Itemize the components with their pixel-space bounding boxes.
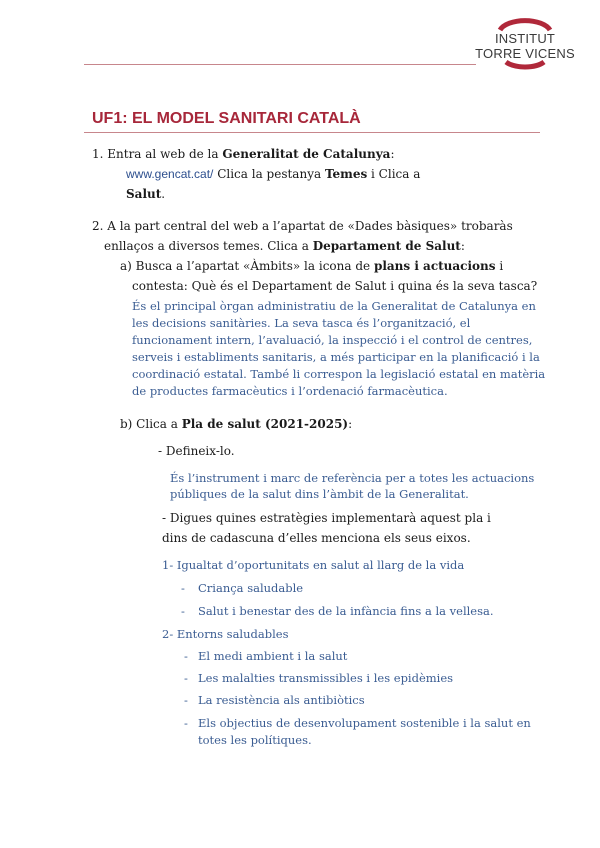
answer-define-line: públiques de la salut dins l’àmbit de la Generalitat. — [170, 487, 469, 501]
header-divider — [84, 64, 476, 65]
answer-2a-line: de productes farmacèutics i l’ordenació farmacèutica. — [132, 384, 448, 398]
answer-2a-line: serveis i establiments sanitaris, a més participar en la planificació i la — [132, 350, 540, 364]
item-2-line-2: enllaços a diversos temes. Clica a Departament de Salut: — [104, 239, 465, 253]
strategy-2-axis: El medi ambient i la salut — [198, 649, 348, 663]
answer-define-line: És l’instrument i marc de referència per a totes les actuacions — [170, 471, 535, 485]
strategy-1-axis: Criança saludable — [198, 581, 304, 595]
bullet-dash: - — [181, 604, 185, 618]
item-2b-line-1: b) Clica a Pla de salut (2021-2025): — [120, 417, 353, 431]
question-define: - Defineix-lo. — [158, 444, 235, 458]
item-2a-line-2: contesta: Què és el Departament de Salut i quina és la seva tasca? — [132, 279, 538, 293]
title-divider — [84, 132, 540, 133]
strategy-2-axis: Les malalties transmissibles i les epidèmies — [198, 671, 454, 685]
answer-2a-line: funcionament intern, l’avaluació, la inspecció i el control de centres, — [132, 333, 533, 347]
item-1-line-1: 1. Entra al web de la Generalitat de Catalunya: — [92, 147, 395, 161]
strategy-2-heading: 2- Entorns saludables — [162, 627, 289, 641]
item-1-line-2: www.gencat.cat/ Clica la pestanya Temes i Clica a — [126, 167, 421, 181]
answer-2a-line: coordinació estatal. També li correspon la legislació estatal en matèria — [132, 367, 546, 381]
item-2-line-1: 2. A la part central del web a l’apartat de «Dades bàsiques» trobaràs — [92, 219, 513, 233]
strategy-2-axis: Els objectius de desenvolupament sostenible i la salut en — [198, 716, 531, 730]
item-2a-line-1: a) Busca a l’apartat «Àmbits» la icona de plans i actuacions i — [120, 259, 504, 273]
strategy-1-axis: Salut i benestar des de la infància fins a la vellesa. — [198, 604, 494, 618]
bullet-dash: - — [184, 716, 188, 730]
institut-logo — [470, 16, 580, 76]
question-strategies-line-2: dins de cadascuna d’elles menciona els seus eixos. — [162, 531, 471, 545]
bullet-dash: - — [181, 581, 185, 595]
logo-line-2: TORRE VICENS — [475, 46, 575, 61]
answer-2a-line: les decisions sanitàries. La seva tasca és l’organització, el — [132, 316, 471, 330]
bullet-dash: - — [184, 649, 188, 663]
strategy-2-axis: La resistència als antibiòtics — [198, 693, 365, 707]
gencat-link[interactable]: www.gencat.cat/ — [126, 167, 214, 181]
strategy-2-axis-continuation: totes les polítiques. — [198, 733, 312, 747]
logo-line-1: INSTITUT — [494, 31, 556, 46]
page-title: UF1: EL MODEL SANITARI CATALÀ — [92, 110, 361, 127]
question-strategies-line-1: - Digues quines estratègies implementarà aquest pla i — [162, 511, 491, 525]
strategy-1-heading: 1- Igualtat d’oportunitats en salut al llarg de la vida — [162, 558, 465, 572]
bullet-dash: - — [184, 693, 188, 707]
answer-2a-line: És el principal òrgan administratiu de la Generalitat de Catalunya en — [132, 299, 536, 313]
item-1-line-3: Salut. — [126, 187, 166, 201]
bullet-dash: - — [184, 671, 188, 685]
